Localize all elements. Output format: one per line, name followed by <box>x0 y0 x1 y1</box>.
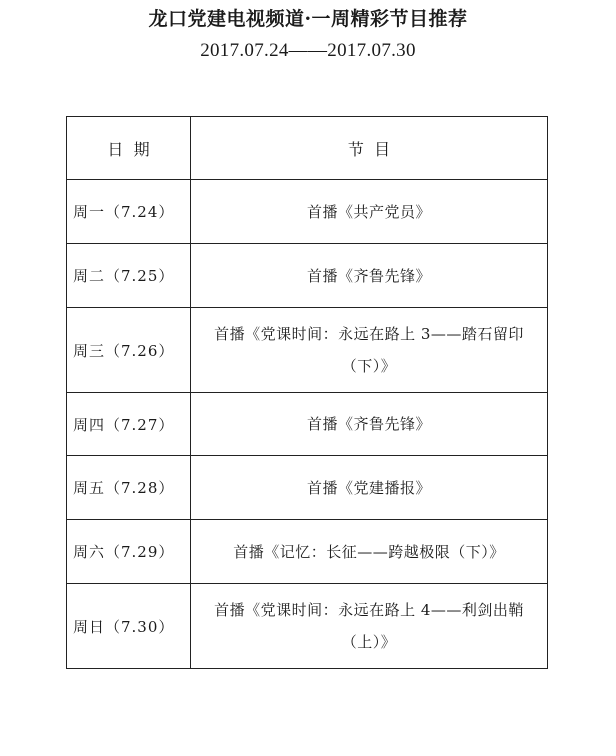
program-cell: 首播《齐鲁先锋》 <box>191 393 548 456</box>
table-row <box>67 584 548 669</box>
table-row <box>67 520 548 584</box>
program-cell: 首播《记忆：长征——跨越极限（下）》 <box>191 520 548 584</box>
day-cell: 周日（7.30） <box>67 584 191 669</box>
day-cell: 周一（7.24） <box>67 180 191 244</box>
program-cell: 首播《党课时间：永远在路上 3——踏石留印（下）》 <box>191 308 548 393</box>
table-row <box>67 180 548 244</box>
day-cell: 周六（7.29） <box>67 520 191 584</box>
program-cell: 首播《齐鲁先锋》 <box>191 244 548 308</box>
day-cell: 周三（7.26） <box>67 308 191 393</box>
table-row <box>67 308 548 393</box>
header-day: 日 期 <box>67 117 191 180</box>
program-cell: 首播《党课时间：永远在路上 4——利剑出鞘（上）》 <box>191 584 548 669</box>
header-program: 节 目 <box>191 117 548 180</box>
table-row <box>67 244 548 308</box>
table-row <box>67 393 548 456</box>
program-cell: 首播《共产党员》 <box>191 180 548 244</box>
day-cell: 周四（7.27） <box>67 393 191 456</box>
page-title: 龙口党建电视频道·一周精彩节目推荐 <box>148 8 468 30</box>
day-cell: 周五（7.28） <box>67 456 191 520</box>
program-schedule-table <box>66 116 548 669</box>
table-header-row <box>67 117 548 180</box>
program-cell: 首播《党建播报》 <box>191 456 548 520</box>
date-range: 2017.07.24——2017.07.30 <box>200 40 416 61</box>
day-cell: 周二（7.25） <box>67 244 191 308</box>
table-row <box>67 456 548 520</box>
